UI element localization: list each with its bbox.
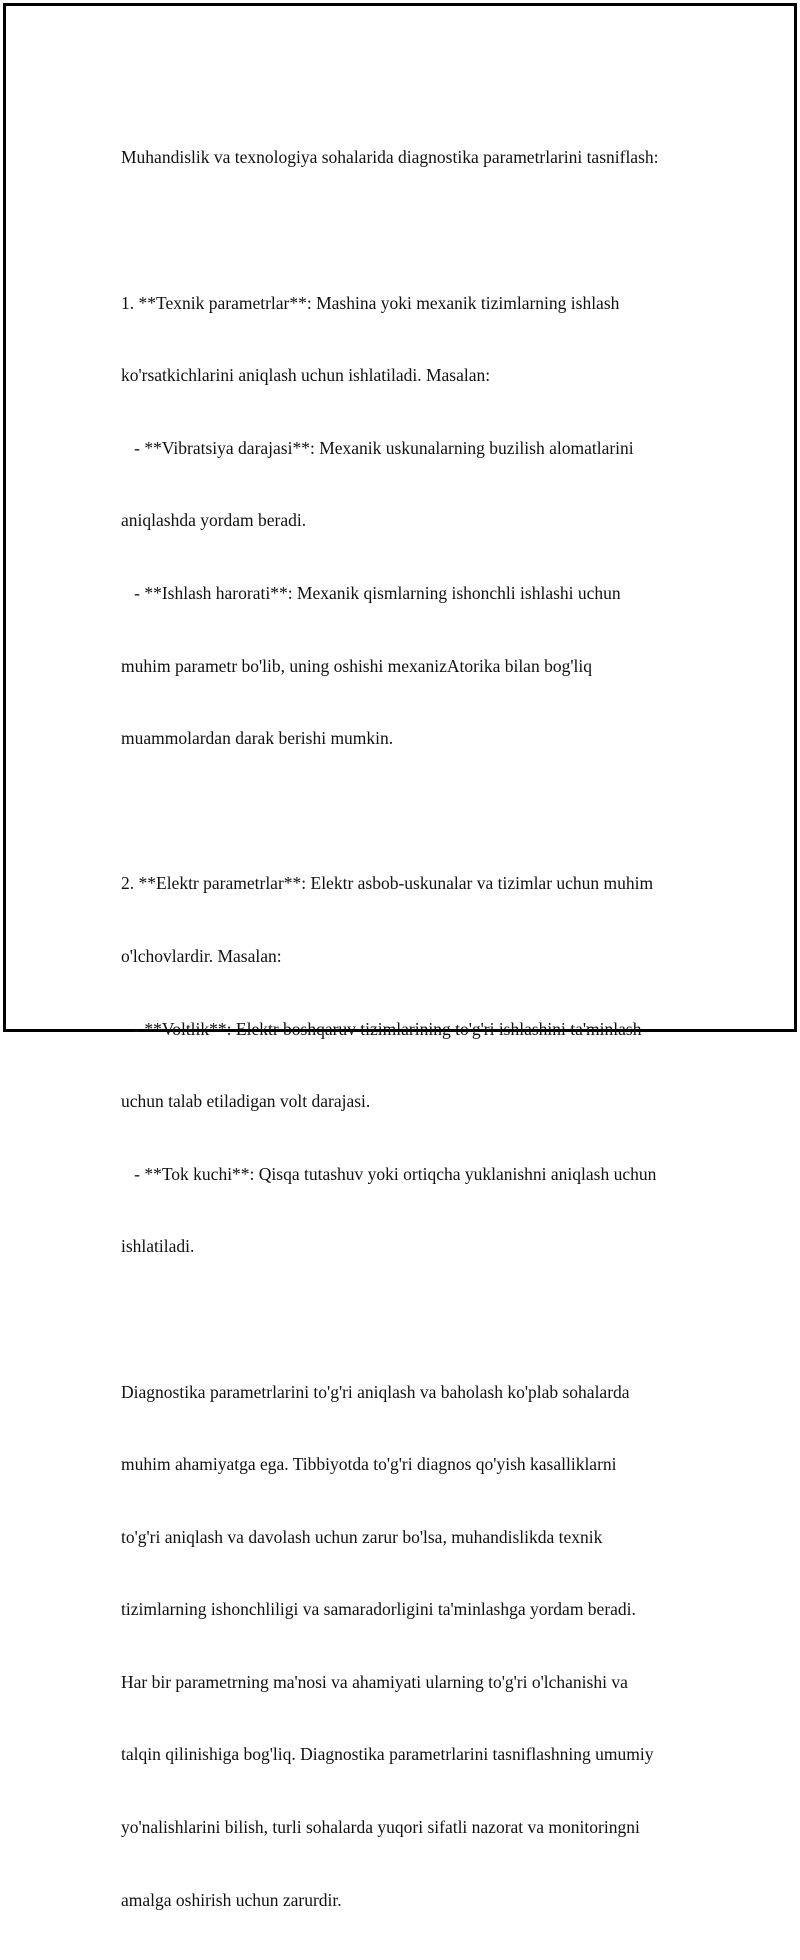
text-line: muammolardan darak berishi mumkin.	[121, 728, 394, 749]
text-line: muhim ahamiyatga ega. Tibbiyotda to'g'ri diagnos qo'yish kasalliklarni	[121, 1454, 617, 1475]
text-line: Har bir parametrning ma'nosi va ahamiyati ularning to'g'ri o'lchanishi va	[121, 1671, 628, 1692]
document-body	[121, 97, 701, 1960]
blank-line	[121, 799, 701, 823]
text-line: yo'nalishlarini bilish, turli sohalarda yuqori sifatli nazorat va monitoringni	[121, 1817, 640, 1838]
text-line: - **Ishlash harorati**: Mexanik qismlarning ishonchli ishlashi uchun	[121, 582, 621, 603]
text-line: muhim parametr bo'lib, uning oshishi mexanizAtorika bilan bog'liq	[121, 655, 592, 676]
text-line: ishlatiladi.	[121, 1236, 195, 1257]
text-line: o'lchovlardir. Masalan:	[121, 945, 282, 966]
text-line: aniqlashda yordam beradi.	[121, 510, 307, 531]
blank-line	[121, 1307, 701, 1331]
blank-line	[121, 218, 701, 242]
page-frame	[3, 3, 797, 1910]
text-line: Diagnostika parametrlarini to'g'ri aniqlash va baholash ko'plab sohalarda	[121, 1381, 630, 1402]
text-line: - **Vibratsiya darajasi**: Mexanik uskunalarning buzilish alomatlarini	[121, 437, 634, 458]
text-line: - **Voltlik**: Elektr boshqaruv tizimlarining to'g'ri ishlashini ta'minlash	[121, 1018, 642, 1039]
text-line: amalga oshirish uchun zarurdir.	[121, 1889, 342, 1910]
intro-heading-line: Muhandislik va texnologiya sohalarida diagnostika parametrlarini tasniflash:	[121, 147, 659, 168]
text-line: tizimlarning ishonchliligi va samaradorligini ta'minlashga yordam beradi.	[121, 1599, 636, 1620]
text-line: 1. **Texnik parametrlar**: Mashina yoki mexanik tizimlarning ishlash	[121, 292, 620, 313]
text-line: talqin qilinishiga bog'liq. Diagnostika parametrlarini tasniflashning umumiy	[121, 1744, 654, 1765]
text-line: uchun talab etiladigan volt darajasi.	[121, 1091, 371, 1112]
text-line: - **Tok kuchi**: Qisqa tutashuv yoki ortiqcha yuklanishni aniqlash uchun	[121, 1163, 657, 1184]
text-line: ko'rsatkichlarini aniqlash uchun ishlatiladi. Masalan:	[121, 365, 491, 386]
text-line: 2. **Elektr parametrlar**: Elektr asbob-uskunalar va tizimlar uchun muhim	[121, 873, 654, 894]
text-line: to'g'ri aniqlash va davolash uchun zarur bo'lsa, muhandislikda texnik	[121, 1526, 603, 1547]
